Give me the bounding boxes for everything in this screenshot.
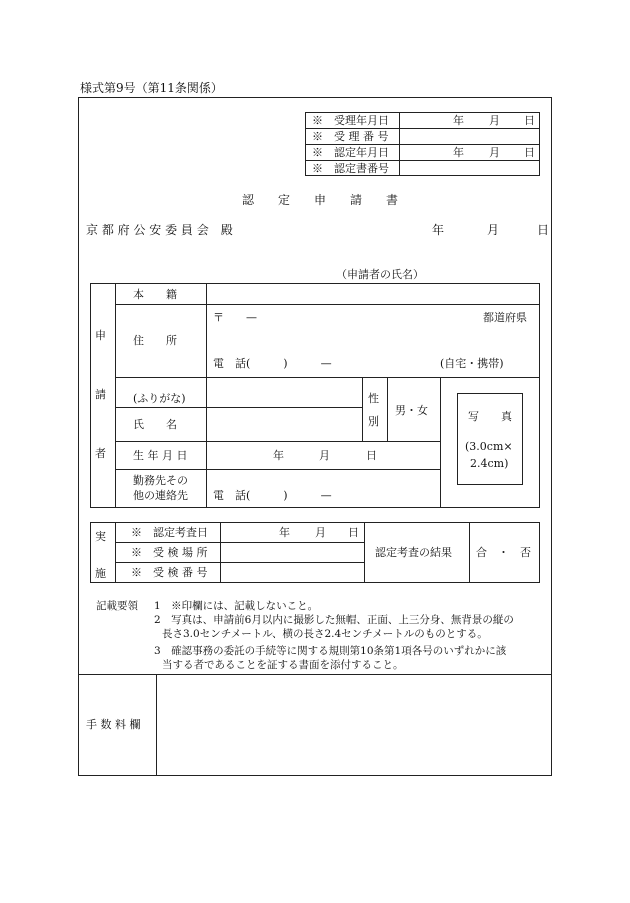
cert-month: 月 — [489, 146, 500, 159]
receipt-number-label: ※ 受 理 番 号 — [312, 130, 389, 143]
postal-code: 〒 — — [213, 311, 257, 324]
sex-options: 男・女 — [395, 404, 428, 417]
applicant-side-1: 申 — [95, 329, 106, 342]
birth-month: 月 — [319, 449, 330, 462]
photo-box — [457, 393, 523, 485]
photo-title: 写 真 — [468, 410, 512, 423]
address-label: 住 所 — [133, 334, 177, 347]
exam-result-label: 認定考査の結果 — [375, 546, 452, 559]
honseki-label: 本 籍 — [133, 288, 177, 301]
fee-label: 手 数 料 欄 — [86, 718, 141, 731]
workplace-label-1: 勤務先その — [133, 474, 188, 487]
sex-label-2: 別 — [368, 415, 379, 428]
receipt-month: 月 — [489, 114, 500, 127]
sex-label-1: 性 — [368, 392, 379, 405]
receipt-day: 日 — [524, 114, 535, 127]
name-label: 氏 名 — [133, 418, 177, 431]
instructions-heading: 記載要領 — [96, 600, 138, 612]
fee-column-divider — [156, 674, 157, 776]
date-day: 日 — [537, 223, 550, 237]
exam-year: 年 — [279, 526, 290, 539]
workplace-tel: 電 話( ) — — [213, 489, 332, 502]
instruction-2b: 長さ3.0センチメートル、横の長さ2.4センチメートルのものとする。 — [162, 628, 488, 640]
exam-side-1: 実 — [95, 530, 106, 543]
document-title: 認 定 申 請 書 — [242, 193, 399, 207]
receipt-year: 年 — [453, 114, 464, 127]
applicant-side-2: 請 — [95, 388, 106, 401]
photo-size-2: 2.4cm) — [470, 457, 509, 470]
addressee: 京 都 府 公 安 委 員 会 殿 — [86, 223, 233, 237]
date-month: 月 — [487, 223, 500, 237]
date-year: 年 — [432, 223, 445, 237]
certificate-number-label: ※ 認定書番号 — [312, 162, 389, 175]
instruction-3a: 3 確認事務の委託の手続等に関する規則第10条第1項各号のいずれかに該 — [154, 645, 507, 657]
exam-month: 月 — [315, 526, 326, 539]
applicant-name-label: （申請者の氏名） — [336, 268, 424, 281]
birth-year: 年 — [273, 449, 284, 462]
exam-date-label: ※ 認定考査日 — [131, 526, 208, 539]
instruction-1: 1 ※印欄には、記載しないこと。 — [154, 600, 319, 612]
workplace-label-2: 他の連絡先 — [133, 489, 188, 502]
exam-side-2: 施 — [95, 567, 106, 580]
applicant-side-3: 者 — [95, 447, 106, 460]
cert-year: 年 — [453, 146, 464, 159]
exam-day: 日 — [348, 526, 359, 539]
birthdate-label: 生 年 月 日 — [133, 449, 188, 462]
cert-day: 日 — [524, 146, 535, 159]
prefecture-label: 都道府県 — [483, 311, 527, 324]
certification-date-label: ※ 認定年月日 — [312, 146, 389, 159]
exam-number-label: ※ 受 検 番 号 — [131, 566, 208, 579]
instruction-2a: 2 写真は、申請前6月以内に撮影した無帽、正面、上三分身、無背景の縦の — [154, 614, 514, 626]
receipt-date-label: ※ 受理年月日 — [312, 114, 389, 127]
birth-day: 日 — [366, 449, 377, 462]
address-tel: 電 話( ) — — [213, 357, 332, 370]
exam-place-label: ※ 受 検 場 所 — [131, 546, 208, 559]
photo-size-1: (3.0cm× — [465, 440, 513, 453]
furigana-label: (ふりがな) — [133, 392, 186, 405]
instruction-3b: 当する者であることを証する書面を添付すること。 — [162, 659, 404, 671]
exam-result-value: 合 ・ 否 — [476, 546, 531, 559]
fee-divider — [78, 674, 552, 675]
form-number: 様式第9号（第11条関係） — [80, 81, 223, 95]
tel-note: (自宅・携帯) — [440, 357, 504, 370]
